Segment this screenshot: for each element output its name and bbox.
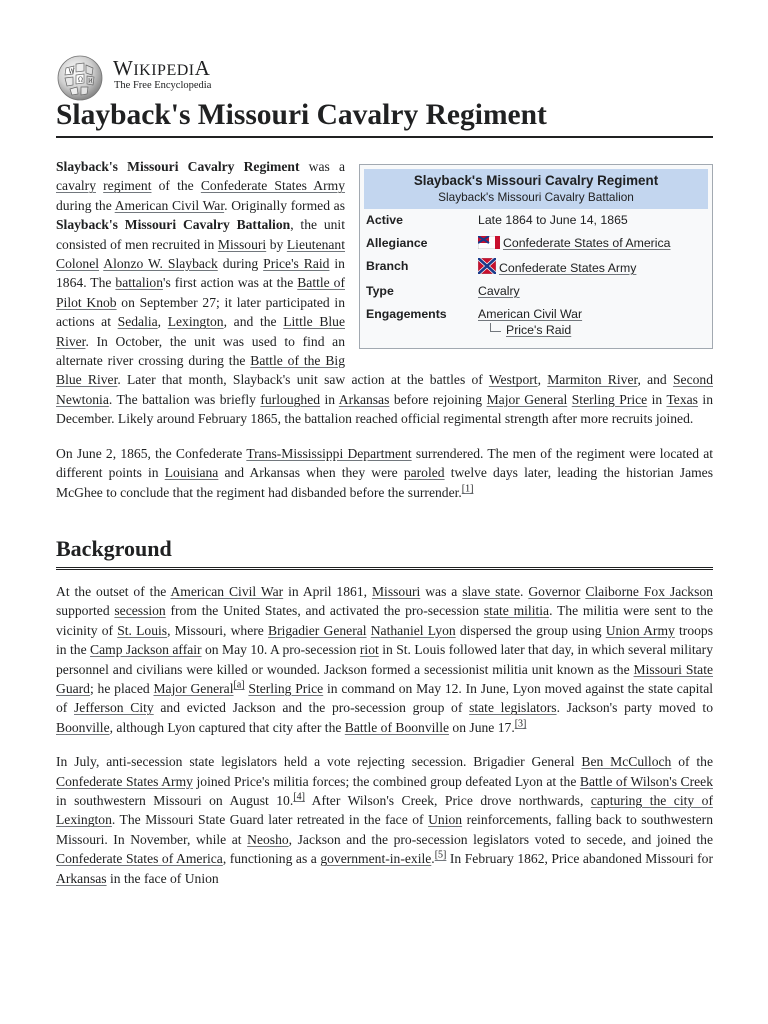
- article-body: [56, 157, 713, 903]
- body-text: in command on May 12. In June, Lyon moved against the state capital of: [56, 680, 714, 716]
- body-text: was a: [420, 583, 463, 599]
- body-text: on May 10. A pro-secession: [201, 642, 360, 658]
- article-link[interactable]: Arkansas: [56, 870, 107, 886]
- body-text: . The Missouri State Guard later retreated in the face of: [111, 812, 429, 828]
- citation-link[interactable]: [1]: [461, 482, 474, 494]
- engagement-link[interactable]: American Civil War: [478, 307, 583, 321]
- infobox-value-cell: [478, 306, 706, 338]
- article-link[interactable]: Major General: [153, 680, 234, 696]
- bold-text: Slayback's Missouri Cavalry Regiment: [56, 159, 300, 174]
- body-text: , although Lyon captured that city after the: [109, 719, 345, 735]
- svg-text:И: И: [88, 78, 93, 85]
- intro-paragraph-2: [56, 444, 713, 502]
- citation-link[interactable]: [a]: [233, 679, 245, 691]
- article-link[interactable]: riot: [359, 642, 379, 658]
- article-link[interactable]: Battle of the Big Blue River: [56, 353, 345, 388]
- body-text: . Jackson's party moved to: [556, 700, 713, 716]
- allegiance-link[interactable]: Confederate States of America: [503, 236, 671, 250]
- body-text: . The battalion was briefly: [108, 391, 261, 407]
- article-link[interactable]: state legislators: [469, 700, 557, 716]
- infobox-title: Slayback's Missouri Cavalry Regiment: [413, 173, 659, 188]
- article-link[interactable]: Union Army: [605, 622, 675, 638]
- article-link[interactable]: Louisiana: [164, 465, 219, 481]
- body-text: from the United States, and activated the pro-secession: [165, 603, 484, 619]
- body-text: .: [520, 583, 529, 599]
- article-link[interactable]: Little Blue River: [56, 314, 345, 349]
- body-text: ; he placed: [89, 680, 154, 696]
- body-text: on September 27; it later participated in actions at: [56, 294, 345, 330]
- body-text: , functioning as a: [222, 851, 321, 867]
- body-text: on June 17.: [449, 719, 515, 735]
- infobox-row-engagements: [364, 303, 708, 342]
- bold-text: Slayback's Missouri Cavalry Battalion: [56, 217, 291, 233]
- article-link[interactable]: Confederate States Army: [56, 773, 193, 789]
- body-text: troops in the: [56, 622, 714, 658]
- body-text: At the outset of the: [56, 583, 171, 599]
- article-link[interactable]: Sedalia: [117, 314, 158, 330]
- body-text: ,: [537, 372, 548, 388]
- article-link[interactable]: Missouri: [371, 583, 421, 599]
- body-text: ,: [157, 314, 168, 330]
- wikipedia-tagline: The Free Encyclopedia: [114, 80, 212, 91]
- background-paragraph-1: [56, 582, 713, 737]
- infobox-value-cell: [478, 258, 706, 276]
- article-link[interactable]: Sterling Price: [248, 680, 324, 696]
- citation-link[interactable]: [4]: [293, 791, 305, 803]
- body-text: surrendered. The men of the regiment were located at different points in: [56, 445, 714, 481]
- body-text: 's first action was at the: [163, 275, 298, 291]
- article-link[interactable]: Lieutenant Colonel: [56, 236, 346, 272]
- article-link[interactable]: American Civil War: [114, 197, 225, 213]
- article-link[interactable]: state militia: [483, 603, 550, 619]
- citation-link[interactable]: [3]: [514, 718, 527, 730]
- article-link[interactable]: secession: [114, 603, 166, 619]
- article-link[interactable]: American Civil War: [170, 583, 284, 599]
- body-text: was a: [299, 159, 345, 174]
- body-text: On June 2, 1865, the Confederate: [56, 445, 247, 461]
- infobox-label: Branch: [366, 259, 409, 273]
- wikipedia-globe-icon[interactable]: [56, 54, 104, 102]
- article-link[interactable]: Marmiton River: [547, 372, 638, 388]
- article-link[interactable]: Neosho: [247, 831, 289, 847]
- type-link[interactable]: Cavalry: [478, 284, 520, 298]
- body-text: by: [266, 236, 287, 252]
- body-text: in St. Louis followed later that day, in which several military personnel and civilians were killed or wounded. Jackson formed a secessionist militia unit known as the: [56, 642, 713, 677]
- article-link[interactable]: Union: [428, 812, 463, 828]
- body-text: In July, anti-secession state legislators held a vote rejecting secession. Brigadier General: [56, 754, 582, 770]
- confederate-battle-flag-icon[interactable]: [478, 258, 496, 274]
- article-link[interactable]: battalion: [115, 275, 163, 291]
- infobox-label: Type: [366, 284, 394, 298]
- page-title: Slayback's Missouri Cavalry Regiment: [56, 96, 713, 138]
- article-link[interactable]: Price's Raid: [263, 256, 330, 272]
- svg-text:W: W: [68, 68, 75, 76]
- article-link[interactable]: Second Newtonia: [56, 372, 713, 407]
- infobox-row-active: [364, 209, 708, 232]
- article-link[interactable]: Confederate States Army: [200, 178, 346, 194]
- article-link[interactable]: Missouri State Guard: [56, 661, 714, 696]
- infobox-label: Engagements: [366, 307, 447, 321]
- article-link[interactable]: Westport: [488, 372, 538, 388]
- body-text: in southwestern Missouri on August 10.: [56, 792, 294, 808]
- article-link[interactable]: Governor: [528, 583, 581, 599]
- body-text: reinforcements, falling back to southwestern Missouri. In November, while at: [56, 812, 713, 847]
- article-link[interactable]: Arkansas: [338, 391, 390, 407]
- body-text: in: [647, 391, 667, 407]
- body-text: in April 1861,: [283, 583, 372, 599]
- article-link[interactable]: government-in-exile: [320, 851, 432, 867]
- body-text: , Jackson and the pro-secession legislators voted to secede, and joined the: [288, 831, 714, 847]
- body-text: during the: [56, 197, 115, 213]
- confederate-national-flag-icon[interactable]: [478, 236, 500, 249]
- infobox-row-branch: [364, 255, 708, 280]
- body-text: in the face of Union: [106, 870, 219, 886]
- body-text: in 1864. The: [56, 256, 345, 291]
- body-text: In February 1862, Price abandoned Missouri for: [446, 851, 713, 867]
- article-link[interactable]: Lexington: [167, 314, 224, 330]
- article-link[interactable]: Battle of Boonville: [344, 719, 450, 735]
- infobox-row-allegiance: [364, 232, 708, 255]
- body-text: . Originally formed as: [224, 197, 345, 213]
- article-link[interactable]: Battle of Wilson's Creek: [579, 773, 713, 789]
- body-text: supported: [56, 603, 115, 619]
- infobox: [359, 164, 713, 349]
- body-text: in: [320, 391, 339, 407]
- body-text: before rejoining: [389, 391, 487, 407]
- article-link[interactable]: Major General: [486, 391, 568, 407]
- infobox-subtitle: Slayback's Missouri Cavalry Battalion: [438, 190, 634, 204]
- article-link[interactable]: capturing the city of Lexington: [56, 792, 714, 828]
- body-text: , Missouri, where: [167, 622, 268, 638]
- article-link[interactable]: furloughed: [260, 391, 321, 407]
- wordmark-text: WIKIPEDIA: [113, 56, 211, 80]
- article-link[interactable]: Sterling Price: [571, 391, 648, 407]
- body-text: . Later that month, Slayback's unit saw action at the battles of: [117, 372, 489, 388]
- article-link[interactable]: cavalry: [56, 178, 96, 194]
- article-link[interactable]: Jefferson City: [74, 700, 154, 716]
- body-text: After Wilson's Creek, Price drove northwards,: [304, 792, 591, 808]
- background-paragraph-2: [56, 752, 713, 888]
- body-text: of the: [151, 178, 201, 194]
- body-text: . The militia were sent to the vicinity of: [56, 603, 713, 638]
- article-link[interactable]: Claiborne Fox Jackson: [585, 583, 713, 599]
- article-link[interactable]: regiment: [103, 178, 152, 194]
- body-text: , and the: [223, 314, 284, 330]
- svg-text:Ω: Ω: [78, 76, 83, 84]
- article-link[interactable]: Battle of Pilot Knob: [56, 275, 345, 310]
- body-text: dispersed the group using: [455, 622, 606, 638]
- branch-link[interactable]: Confederate States Army: [499, 261, 637, 275]
- article-link[interactable]: St. Louis: [117, 622, 168, 638]
- body-text: during: [217, 256, 264, 272]
- body-text: and Arkansas when they were: [218, 465, 404, 481]
- body-text: of the: [671, 754, 714, 770]
- article-link[interactable]: Alonzo W. Slayback: [103, 256, 218, 272]
- article-link[interactable]: Texas: [666, 391, 698, 407]
- article-link[interactable]: Camp Jackson affair: [90, 642, 202, 658]
- body-text: . In October, the unit was used to find an alternate river crossing during the: [56, 333, 345, 369]
- infobox-value-cell: [478, 283, 706, 299]
- body-text: , and: [637, 372, 673, 388]
- site-header: [56, 52, 716, 96]
- infobox-row-type: [364, 280, 708, 303]
- body-text: in December. Likely around February 1865, the battalion reached official regimental strength after more recruits joined.: [56, 391, 713, 427]
- article-link[interactable]: Trans-Mississippi Department: [246, 445, 412, 461]
- wikipedia-wordmark[interactable]: [113, 56, 210, 81]
- body-text: twelve days later, leading the historian James McGhee to conclude that the regiment had disbanded before the surrender.: [56, 465, 713, 500]
- infobox-value: Late 1864 to June 14, 1865: [478, 213, 628, 227]
- article-link[interactable]: Missouri: [217, 236, 267, 252]
- body-text: joined Price's militia forces; the combined group defeated Lyon at the: [192, 773, 580, 789]
- body-text: .: [431, 851, 435, 867]
- section-heading-background: Background: [56, 536, 713, 570]
- engagement-sub-link[interactable]: Price's Raid: [506, 323, 572, 337]
- infobox-label: Active: [366, 213, 403, 227]
- citation-link[interactable]: [5]: [434, 849, 447, 861]
- infobox-header: [364, 169, 708, 209]
- article-link[interactable]: paroled: [403, 465, 445, 481]
- tree-connector-icon: [490, 323, 501, 332]
- article-link[interactable]: slave state: [462, 583, 520, 599]
- article-link[interactable]: Boonville: [56, 719, 110, 735]
- article-link[interactable]: Confederate States of America: [56, 851, 223, 867]
- article-link[interactable]: Nathaniel Lyon: [370, 622, 456, 638]
- body-text: , the unit consisted of men recruited in: [56, 217, 345, 252]
- article-link[interactable]: Brigadier General: [268, 622, 367, 638]
- infobox-label: Allegiance: [366, 236, 428, 250]
- infobox-value-cell: [478, 235, 706, 251]
- article-link[interactable]: Ben McCulloch: [581, 754, 672, 770]
- body-text: and evicted Jackson and the pro-secession group of: [153, 700, 470, 716]
